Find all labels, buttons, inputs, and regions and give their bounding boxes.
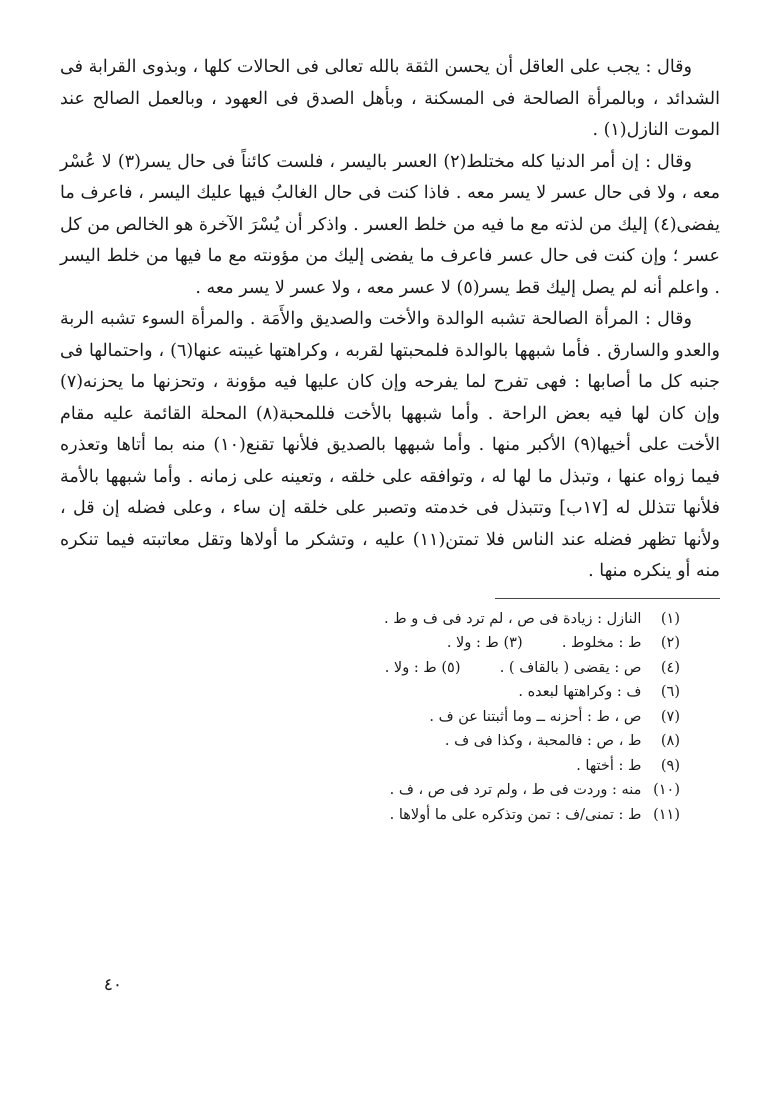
footnote-text: ف : وكراهتها لبعده . (518, 684, 642, 700)
main-text (60, 52, 720, 588)
footnote-number: (١٠) (653, 782, 680, 798)
paragraph-trust: وقال : يجب على العاقل أن يحسن الثقة بالله تعالى فى الحالات كلها ، وبذوى القرابة فى الشدائد ، وبالمرأة الصالحة فى المسكنة ، وبأهل الصدق فى العهود ، وبالعمل الصالح عند الموت النازل(١) . (60, 57, 720, 140)
footnote (60, 729, 680, 754)
book-page (60, 52, 720, 1062)
paragraph-righteous-woman: وقال : المرأة الصالحة تشبه الوالدة والأخت والصديق والأَمَة . والمرأة السوء تشبه الربة والعدو والسارق . فأما شبهها بالوالدة فلمحبتها لقربه ، وكراهتها غيبته عنها(٦) ، واحتمالها فى جنبه كل ما أصابها : فهى تفرح لما يفرحه وإن كان عليها فيه مؤونة ، وتحزنها ما يحزنه(٧) وإن كان لها فيه بعض الراحة . وأما شبهها بالأخت فللمحبة(٨) المحلة القائمة عليه مقام الأخت على أخيها(٩) الأكبر منها . وأما شبهها بالصديق فلأنها تقنع(١٠) منه بما أتاها وتعذره فيما زواه عنها ، وتبذل ما لها له ، وتوافقه على خلقه ، وتعينه على زمانه . وأما شبهها بالأمة فلأنها تتذلل له [١٧ب] وتتبذل فى خدمته وتصبر على خلقه إن ساء ، وعلى فضله إن قل ، ولأنها تظهر فضله عند الناس فلا تمتن(١١) عليه ، وتشكر ما أولاها وتقل معاتبته فيما تنكره منه أو ينكره منها . (60, 309, 721, 581)
footnote-number: (٨) (660, 733, 680, 749)
footnote-text: ط : تمنى/ف : تمن وتذكره على ما أولاها . (389, 806, 642, 823)
paragraph-world-affairs: وقال : إن أمر الدنيا كله مختلط(٢) العسر باليسر ، فلست كائناً فى حال يسر(٣) لا عُسْر معه ، ولا فى حال عسر لا يسر معه . فاذا كنت فى حال الغالبُ فيها عليك اليسر ، فاعرف ما يفضى(٤) إليك من لذته مع ما فيه من خلط العسر . واذكر أن يُسْرَ الآخرة هو الخالص من كل عسر ؛ وإن كنت فى حال عسر فاعرف ما يفضى إليك من مؤونته مع ما فيها من خلط اليسر . واعلم أنه لم يصل إليك قط يسر(٥) لا عسر معه ، ولا عسر لا يسر معه . (60, 151, 720, 298)
footnote-number: (١) (660, 610, 680, 627)
footnote-separator (495, 598, 720, 599)
footnote-text: ط : ولا . (384, 659, 437, 676)
footnote-number: (٣) (503, 635, 523, 651)
footnote (60, 631, 680, 656)
footnote-number: (٩) (660, 757, 680, 774)
footnote-number: (٤) (660, 659, 680, 676)
footnote-number: (٥) (441, 659, 461, 676)
footnote-text: ص : يقضى ( بالقاف ) . (499, 659, 642, 676)
footnote (60, 754, 680, 779)
footnote-text: النازل : زيادة فى ص ، لم ترد فى ف و ط . (384, 610, 642, 627)
footnote-number: (٧) (660, 708, 680, 725)
footnote-text: ط : أختها . (576, 757, 642, 774)
footnote-text: ط ، ص : فالمحبة ، وكذا فى ف . (444, 733, 642, 749)
footnote (60, 656, 680, 681)
page-number: ٤٠ (103, 975, 122, 995)
footnote-number: (١١) (653, 806, 680, 823)
footnote (60, 705, 680, 730)
footnote (60, 778, 680, 803)
footnote-text: ط : مخلوط . (561, 635, 642, 651)
footnote (60, 680, 680, 705)
footnote-number: (٢) (660, 635, 680, 651)
footnote (60, 607, 680, 632)
footnote-text: ط : ولا . (446, 635, 499, 651)
footnote (60, 803, 680, 828)
footnote-number: (٦) (660, 684, 680, 700)
footnotes (60, 607, 680, 828)
footnote-text: ص ، ط : أحزنه ــ وما أثبتنا عن ف . (429, 708, 642, 725)
footnote-text: منه : وردت فى ط ، ولم ترد فى ص ، ف . (389, 782, 642, 798)
